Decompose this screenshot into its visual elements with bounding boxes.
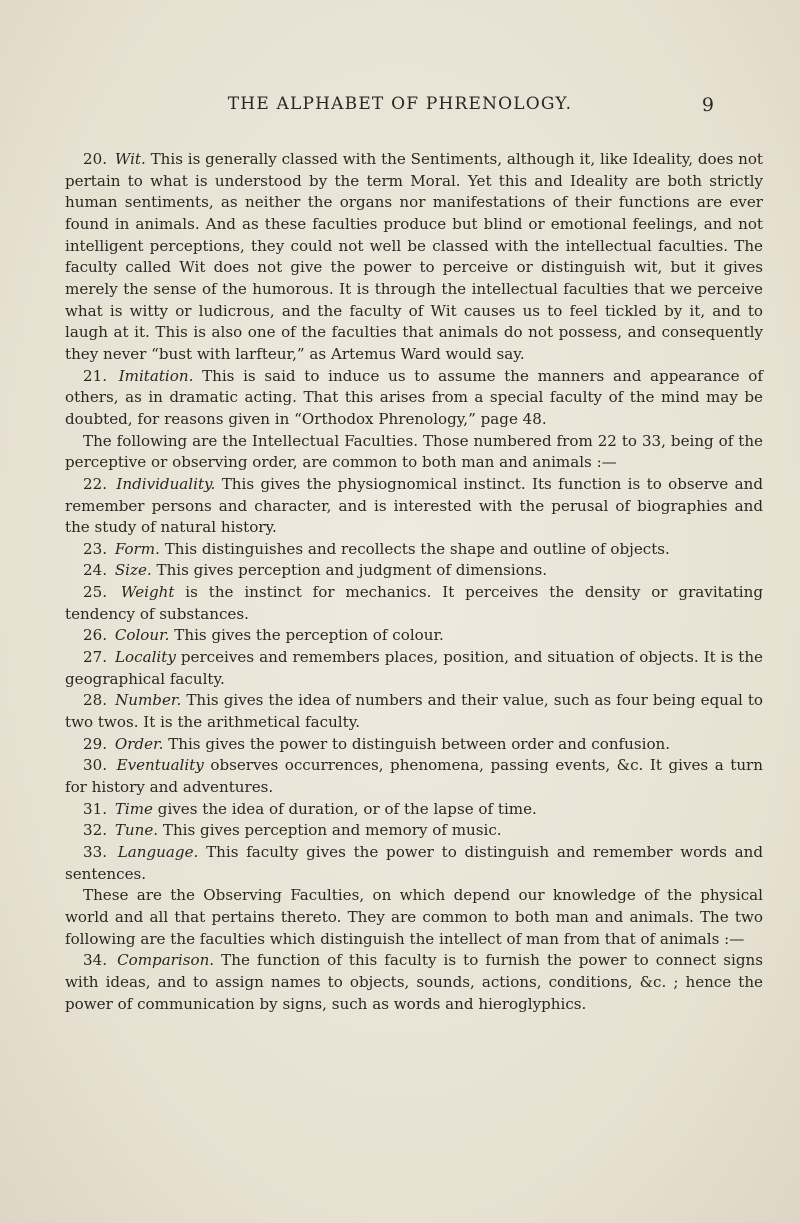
paragraph-20-wit: 20. Wit. This is generally classed with the Sentiments, although it, like Ideality, does not pertain to what is understood by the term Moral. Yet this and Ideality are both strictly human sentiments, as neither the organs nor manifestations of their functions are ever found in animals. And as these faculties produce but blind or emotional feelings, and not intelligent perceptions, they could not well be classed with the intellectual faculties. The faculty called Wit does not give the power to perceive or distinguish wit, but it gives merely the sense of the humorous. It is through the intellectual faculties that we perceive what is witty or ludicrous, and the faculty of Wit causes us to feel tickled by it, and to laugh at it. This is also one of the faculties that animals do not possess, and consequently they never “bust with larfteur,” as Artemus Ward would say. <box>65 150 763 363</box>
paragraph-25-weight: 25. Weight is the instinct for mechanics. It perceives the density or gravitating tendency of substances. <box>65 583 763 623</box>
paragraph-28-number: 28. Number. This gives the idea of numbers and their value, such as four being equal to two twos. It is the arithmetical faculty. <box>65 691 763 732</box>
paragraph-24-size: 24. Size. This gives perception and judgment of dimensions. <box>83 561 548 580</box>
page-title: THE ALPHABET OF PHRENOLOGY. <box>227 94 573 114</box>
paragraph-34-comparison: 34. Comparison. The function of this faculty is to furnish the power to connect signs with ideas, and to assign names to objects, sounds, actions, conditions, &c. ; hence the power of communication by signs, such as words and hieroglyphics. <box>65 951 763 1013</box>
paragraph-32-tune: 32. Tune. This gives perception and memory of music. <box>83 821 502 840</box>
page-number: 9 <box>701 94 714 116</box>
body-text <box>65 149 763 1015</box>
running-head <box>0 94 800 124</box>
paragraph-31-time: 31. Time gives the idea of duration, or of the lapse of time. <box>83 799 537 818</box>
paragraph-21-imitation: 21. Imitation. This is said to induce us to assume the manners and appearance of others, as in dramatic acting. That this arises from a special faculty of the mind may be doubted, for reasons given in “Orthodox Phrenology,” page 48. <box>65 366 763 428</box>
paragraph-26-colour: 26. Colour. This gives the perception of colour. <box>83 626 444 645</box>
paragraph-29-order: 29. Order. This gives the power to distinguish between order and confusion. <box>83 734 671 753</box>
paragraph-22-individuality: 22. Individuality. This gives the physiognomical instinct. Its function is to observe and remember persons and character, and is interested with the perusal of biographies and the study of natural history. <box>65 474 763 537</box>
paragraph-30-eventuality: 30. Eventuality observes occurrences, phenomena, passing events, &c. It gives a turn for history and adventures. <box>65 756 763 797</box>
paragraph-23-form: 23. Form. This distinguishes and recollects the shape and outline of objects. <box>83 539 670 558</box>
paragraph-27-locality: 27. Locality perceives and remembers places, position, and situation of objects. It is the geographical faculty. <box>65 648 763 688</box>
paragraph-33-language: 33. Language. This faculty gives the power to distinguish and remember words and sentences. <box>65 843 763 883</box>
paragraph-observing-summary: These are the Observing Faculties, on which depend our knowledge of the physical world and all that pertains thereto. They are common to both man and animals. The two following are the faculties which distinguish the intellect of man from that of animals :— <box>65 886 763 948</box>
paragraph-intellectual-intro: The following are the Intellectual Faculties. Those numbered from 22 to 33, being of the perceptive or observing order, are common to both man and animals :— <box>65 431 763 472</box>
